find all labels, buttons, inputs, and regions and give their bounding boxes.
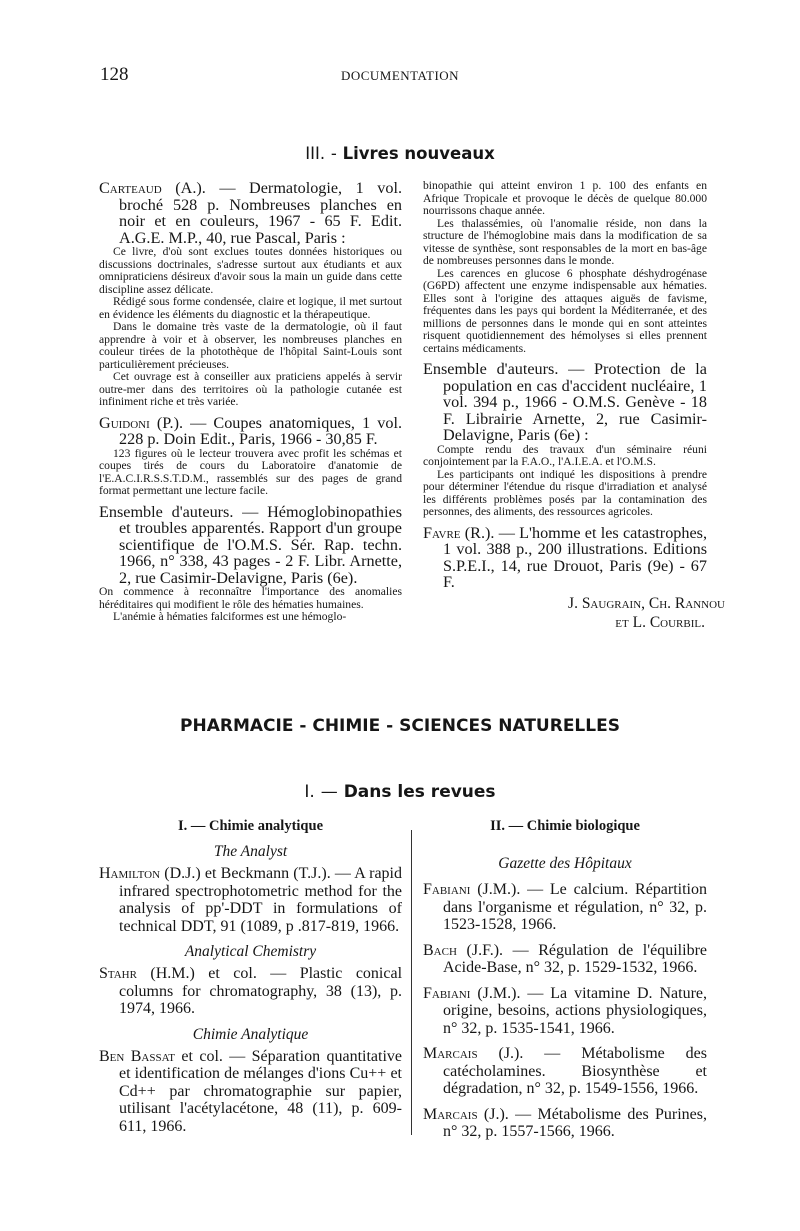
reference-author: Marcais xyxy=(423,1105,478,1123)
entry-abstract: Les thalassémies, où l'anomalie réside, non dans la structure de l'hémoglobine mais dans la modification de sa vitesse de synthèse, sont responsables de la mort en bas-âge de nombreuses personnes dans le monde. xyxy=(423,216,707,267)
subsection-numeral: I. xyxy=(304,782,315,802)
book-entry: Ensemble d'auteurs. — Hémoglobinopathies et troubles apparentés. Rapport d'un groupe scientifique de l'O.M.S. Sér. Rap. techn. 1966, n° 338, 43 pages - 2 F. Libr. Arnette, 2, rue Casimir-Delavigne, Paris (6e). xyxy=(99,502,402,587)
book-entry xyxy=(99,180,402,246)
entry-abstract: Les participants ont indiqué les dispositions à prendre pour déterminer l'étendue du risque d'irradiation et analysé les différents problèmes posés par la contamination des personnes, des aliments, des ressources agricoles. xyxy=(423,467,707,518)
entry-citation: (P.). — Coupes anatomiques, 1 vol. 228 p. Doin Edit., Paris, 1966 - 30,85 F. xyxy=(119,413,403,448)
reference-citation: (D.J.) et Beckmann (T.J.). — A rapid infrared spectrophotometric method for the analysis of pp'-DDT in formulations of technical DDT, 91 (1089, p .817-819, 1966. xyxy=(119,865,402,935)
reference-author: Stahr xyxy=(99,965,137,982)
book-entry xyxy=(423,525,707,591)
entry-author: Guidoni xyxy=(99,413,150,432)
reference xyxy=(423,881,707,934)
subsection-dash: — xyxy=(320,782,338,802)
book-entry: Ensemble d'auteurs. — Protection de la population en cas d'accident nucléaire, 1 vol. 394 p., 1966 - O.M.S. Genève - 18 F. Librairie Arnette, 2, rue Casimir-Delavigne, Paris (6e) : xyxy=(423,360,707,444)
reference xyxy=(423,1106,707,1141)
chimie-analytique-column xyxy=(99,818,402,1135)
entry-abstract: Les carences en glucose 6 phosphate déshydrogénase (G6PD) affectent une enzyme indispensable aux hématies. Elles sont à l'origine des attaques aiguës de favisme, fréquentes dans les pays qui bordent la Méditerranée, et des millions de personnes dans le monde qui en sont atteintes risquent quotidiennement des hémolyses si elles prennent certains médicaments. xyxy=(423,266,707,355)
section-numeral: III. xyxy=(305,144,326,163)
entry-abstract: 123 figures où le lecteur trouvera avec profit les schémas et coupes tirés de cours du Laboratoire d'anatomie de l'E.A.C.I.R.S.S.T.D.M., rassemblés sur des pages de grand format permettant une lecture facile. xyxy=(99,446,402,497)
book-entry xyxy=(99,415,402,448)
reference xyxy=(99,1048,402,1136)
entry-citation: (R.). — L'homme et les catastrophes, 1 vol. 388 p., 200 illustrations. Editions S.P.E.I., 14, rue Drouot, Paris (9e) - 67 F. xyxy=(443,523,708,591)
reference-author: Fabiani xyxy=(423,984,471,1002)
journal-title: Analytical Chemistry xyxy=(184,943,317,960)
reference-citation: et col. — Séparation quantitative et identification de mélanges d'ions Cu++ et Cd++ par chromatographie sur papier, utilisant l'acétylacétone, 48 (11), p. 609-611, 1966. xyxy=(119,1047,402,1135)
entry-abstract: binopathie qui atteint environ 1 p. 100 des enfants en Afrique Tropicale et provoque le décès de quelque 80.000 nourrissons chaque année. xyxy=(423,179,707,217)
signature-line: J. Saugrain, Ch. Rannou xyxy=(568,595,725,612)
section-title-livres xyxy=(0,144,800,163)
entry-author: Carteaud xyxy=(99,179,162,197)
reference-citation: (J.F.). — Régulation de l'équilibre Acide-Base, n° 32, p. 1529-1532, 1966. xyxy=(443,941,708,976)
page-number: 128 xyxy=(100,64,129,85)
entry-abstract: Cet ouvrage est à conseiller aux praticiens appelés à servir outre-mer dans des territoires où la pathologie cutanée est infiniment riche et très variée. xyxy=(99,370,402,408)
reference-author: Fabiani xyxy=(423,881,471,898)
signature-line: et L. Courbil. xyxy=(615,614,705,631)
journal-title: Chimie Analytique xyxy=(192,1025,309,1043)
subheading: II. — Chimie biologique xyxy=(490,818,640,834)
entry-author: Favre xyxy=(423,523,461,542)
reference xyxy=(423,1045,707,1098)
section-title-pharmacie: PHARMACIE - CHIMIE - SCIENCES NATURELLES xyxy=(180,716,620,736)
subheading: I. — Chimie analytique xyxy=(177,818,323,834)
entry-citation: (A.). — Dermatologie, 1 vol. broché 528 p. Nombreuses planches en noir et en couleurs, 1967 - 65 F. Edit. A.G.E. M.P., 40, rue Pascal, Paris : xyxy=(119,179,403,247)
entry-abstract: Dans le domaine très vaste de la dermatologie, où il faut apprendre à voir et à observer, les nombreuses planches en couleur tirées de la photothèque de l'hôpital Saint-Louis sont particulièrement précieuses. xyxy=(99,320,402,371)
reference xyxy=(423,942,707,977)
reference-citation: (J.). — Métabolisme des Purines, n° 32, p. 1557-1566, 1966. xyxy=(443,1105,708,1140)
running-title: DOCUMENTATION xyxy=(340,68,460,83)
journal-title: The Analyst xyxy=(213,843,288,860)
column-divider xyxy=(411,830,412,1135)
reference-citation: (J.M.). — Le calcium. Répartition dans l'organisme et régulation, n° 32, p. 1523-1528, 1966. xyxy=(443,881,707,933)
reviews-right-column xyxy=(423,180,707,591)
reference xyxy=(99,865,402,935)
reference-citation: (J.M.). — La vitamine D. Nature, origine, besoins, actions physiologiques, n° 32, p. 1535-1541, 1966. xyxy=(443,984,707,1037)
reference-citation: (H.M.) et col. — Plastic conical columns for chromatography, 38 (13), p. 1974, 1966. xyxy=(119,965,403,1017)
entry-abstract: Rédigé sous forme condensée, claire et logique, il met surtout en évidence les éléments du diagnostic et la thérapeutique. xyxy=(99,295,402,321)
journal-title: Gazette des Hôpitaux xyxy=(498,855,632,872)
signature xyxy=(500,594,725,632)
subsection-title-revues xyxy=(0,782,800,802)
entry-abstract: Compte rendu des travaux d'un séminaire réuni conjointement par la F.A.O., l'A.I.E.A. et l'O.M.S. xyxy=(423,442,707,468)
entry-abstract: On commence à reconnaître l'importance des anomalies héréditaires qui modifient le rôle des hématies humaines. xyxy=(99,585,402,611)
reference-author: Hamilton xyxy=(99,865,161,882)
reference-author: Marcais xyxy=(423,1045,478,1062)
reference xyxy=(99,965,402,1018)
reference-author: Ben Bassat xyxy=(99,1047,176,1065)
chimie-biologique-column xyxy=(423,818,707,1141)
entry-abstract: Ce livre, d'où sont exclues toutes données historiques ou discussions doctrinales, s'adresse surtout aux étudiants et aux omnipraticiens désireux d'avoir sous la main un guide dans cette discipline assez délicate. xyxy=(99,245,402,296)
reference-citation: (J.). — Métabolisme des catécholamines. Biosynthèse et dégradation, n° 32, p. 1549-1556, 1966. xyxy=(443,1045,708,1097)
reference xyxy=(423,985,707,1038)
section-dash: - xyxy=(330,144,337,163)
reviews-left-column xyxy=(99,180,402,624)
section-text: Livres nouveaux xyxy=(342,144,495,163)
entry-abstract: L'anémie à hématies falciformes est une hémoglo- xyxy=(113,610,347,623)
subsection-text: Dans les revues xyxy=(343,782,496,802)
reference-author: Bach xyxy=(423,941,457,959)
